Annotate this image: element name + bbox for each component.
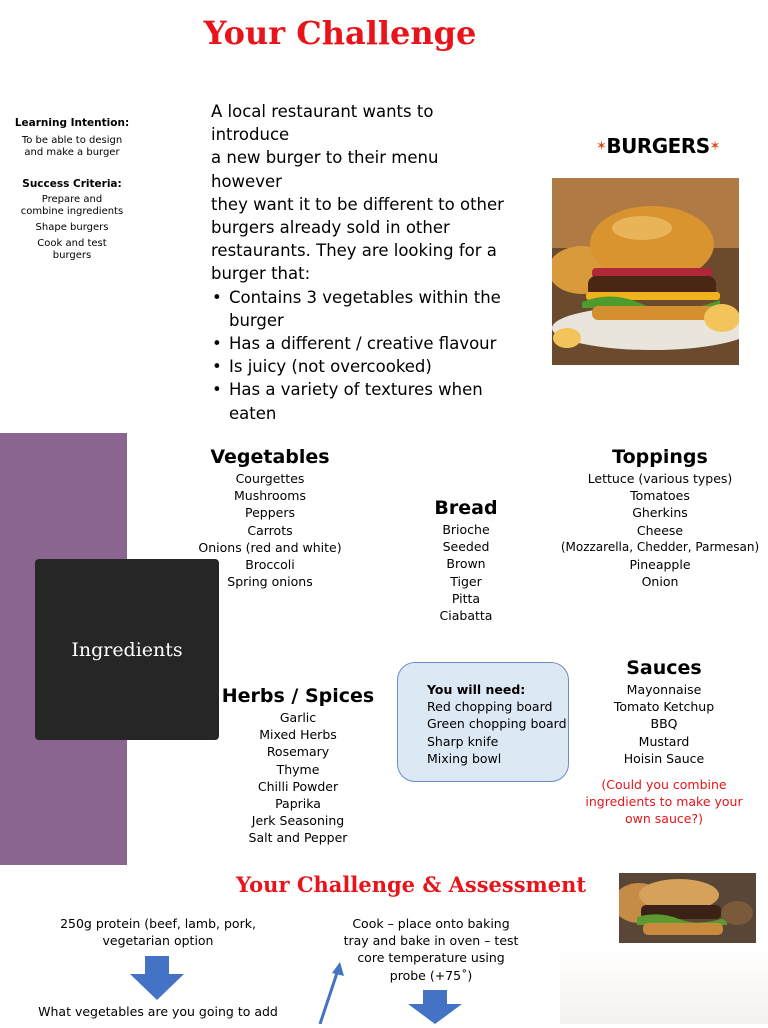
list-item: Green chopping board xyxy=(427,716,567,732)
list-item: Tiger xyxy=(450,573,482,589)
success-criteria-line: burgers xyxy=(52,250,92,261)
vegetables-section xyxy=(180,446,360,590)
burger-thumbnail xyxy=(619,873,756,943)
sauce-note: (Could you combine ingredients to make your own sauce?) xyxy=(585,777,743,827)
herbs-section xyxy=(218,685,378,847)
herbs-list xyxy=(218,709,378,847)
faded-photo xyxy=(560,950,768,1024)
list-item: Onion xyxy=(641,574,679,590)
step-protein: 250g protein (beef, lamb, pork, vegetarian option xyxy=(60,916,256,949)
requirement-item: • Has a variety of textures when eaten xyxy=(229,378,511,424)
vegetables-heading: Vegetables xyxy=(210,446,330,468)
bread-list xyxy=(406,521,526,624)
herbs-heading: Herbs / Spices xyxy=(221,685,375,707)
learning-intention-heading: Learning Intention: xyxy=(14,117,130,129)
page-title: Your Challenge xyxy=(203,14,477,52)
intro-line: restaurants. They are looking for a xyxy=(211,241,497,261)
sauces-list xyxy=(584,681,744,767)
list-item: Spring onions xyxy=(227,574,313,590)
star-icon: ✶ xyxy=(709,139,721,154)
arrow-up-icon xyxy=(312,960,352,1028)
learning-intention-line: To be able to design xyxy=(21,135,123,146)
list-item: Mixing bowl xyxy=(427,750,502,766)
intro-line: A local restaurant wants to introduce xyxy=(211,102,434,145)
learning-panel xyxy=(8,117,136,262)
list-item: Mixed Herbs xyxy=(259,727,337,743)
list-item: Seeded xyxy=(442,539,490,555)
list-item: Hoisin Sauce xyxy=(623,750,705,766)
requirement-item: • Contains 3 vegetables within the burger xyxy=(229,286,511,332)
list-item: Peppers xyxy=(245,505,295,521)
vegetables-list xyxy=(180,470,360,590)
list-item: Broccoli xyxy=(245,557,295,573)
list-item: Lettuce (various types) xyxy=(587,471,733,486)
requirement-item: • Has a different / creative flavour xyxy=(229,332,511,355)
intro-line: burgers already sold in other xyxy=(211,218,450,238)
intro-line: they want it to be different to other xyxy=(211,194,504,214)
list-item: Paprika xyxy=(275,796,321,812)
list-item: Carrots xyxy=(247,522,293,538)
bread-heading: Bread xyxy=(434,497,498,519)
list-item: Tomato Ketchup xyxy=(613,699,715,715)
list-item: Red chopping board xyxy=(427,699,553,715)
intro-line: burger that: xyxy=(211,264,311,284)
list-item: Ciabatta xyxy=(439,608,493,624)
list-item: Mushrooms xyxy=(234,488,306,504)
star-icon: ✶ xyxy=(595,139,607,154)
list-item: Mustard xyxy=(638,733,690,749)
list-item: Rosemary xyxy=(266,744,330,760)
success-criteria-line: combine ingredients xyxy=(20,206,124,217)
list-item: Garlic xyxy=(279,710,317,725)
bread-section xyxy=(406,497,526,624)
requirements-list xyxy=(211,286,511,425)
list-item: BBQ xyxy=(650,716,678,732)
list-item: Gherkins xyxy=(632,505,688,521)
success-criteria-heading: Success Criteria: xyxy=(22,178,122,190)
success-criteria-line: Shape burgers xyxy=(35,222,109,233)
list-item: Mayonnaise xyxy=(626,682,702,697)
list-item: Salt and Pepper xyxy=(248,830,348,846)
list-item: (Mozzarella, Chedder, Parmesan) xyxy=(560,539,760,554)
list-item: Pineapple xyxy=(629,557,691,573)
ingredients-label: Ingredients xyxy=(71,638,183,661)
intro-line: a new burger to their menu however xyxy=(211,148,439,191)
list-item: Sharp knife xyxy=(427,733,499,749)
success-criteria-line: Cook and test xyxy=(37,238,107,249)
list-item: Tomatoes xyxy=(630,488,690,504)
burger-photo xyxy=(552,178,739,365)
list-item: Cheese xyxy=(636,522,684,538)
arrow-down-icon xyxy=(130,956,184,1004)
list-item: Jerk Seasoning xyxy=(251,813,345,829)
learning-intention-line: and make a burger xyxy=(24,147,120,158)
step-vegetables: What vegetables are you going to add xyxy=(38,1004,278,1019)
list-item: Onions (red and white) xyxy=(198,539,342,555)
list-item: Thyme xyxy=(276,761,320,777)
step-cook: Cook – place onto baking tray and bake in oven – test core temperature using probe (+75˚) xyxy=(343,916,519,983)
sauces-section xyxy=(584,657,744,828)
toppings-list xyxy=(556,470,764,590)
list-item: Brown xyxy=(446,556,486,572)
arrow-down-icon xyxy=(408,990,462,1028)
success-criteria-line: Prepare and xyxy=(41,194,103,205)
toppings-section xyxy=(556,446,764,590)
equipment-heading: You will need: xyxy=(427,682,526,697)
list-item: Courgettes xyxy=(235,471,305,486)
equipment-box xyxy=(397,662,569,782)
burgers-logo: ✶BURGERS✶ xyxy=(595,134,721,158)
list-item: Pitta xyxy=(451,590,481,606)
assessment-title: Your Challenge & Assessment xyxy=(236,872,587,897)
list-item: Chilli Powder xyxy=(257,778,339,794)
list-item: Brioche xyxy=(442,522,490,537)
toppings-heading: Toppings xyxy=(612,446,708,468)
sauces-heading: Sauces xyxy=(626,657,702,679)
intro-text xyxy=(211,100,511,425)
requirement-item: • Is juicy (not overcooked) xyxy=(229,355,511,378)
